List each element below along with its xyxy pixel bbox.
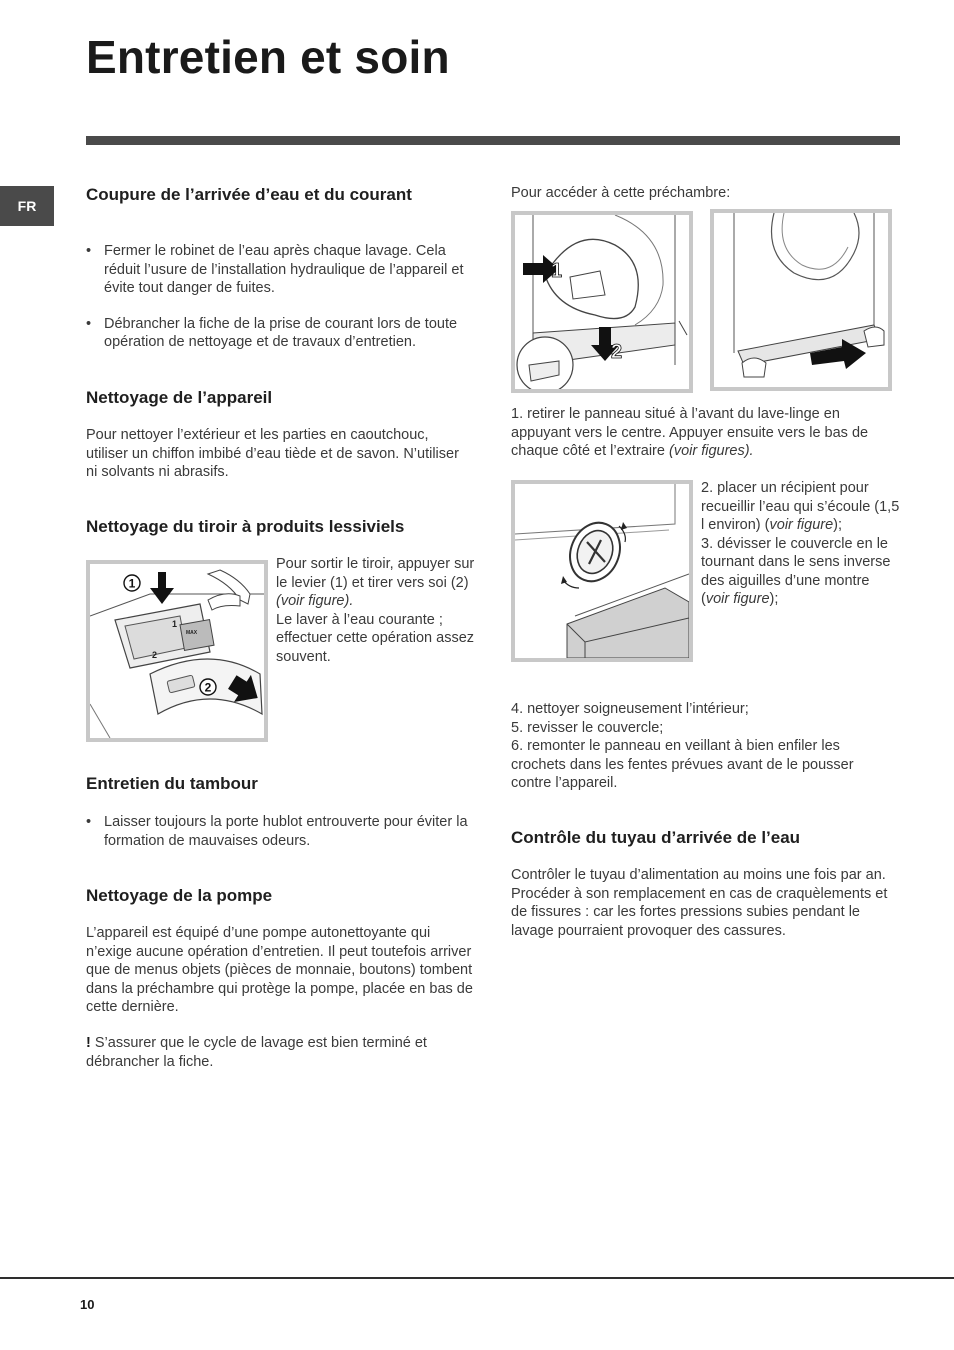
bullet-unplug: • Débrancher la fiche de la prise de courant lors de toute opération de nettoyage et de travaux d’entretien. <box>86 315 476 352</box>
warning-text: S’assurer que le cycle de lavage est bien terminé et débrancher la fiche. <box>86 1035 427 1070</box>
step-5: 5. revisser le couvercle; <box>511 719 664 736</box>
pump-cleaning-text: L’appareil est équipé d’une pompe autonettoyante qui n’exige aucune opération d’entretien. Il peut toutefois arriver que de menus objets (pièces de monnaie, boutons) tombent dans la préchambre qui protège la pompe, placée en bas de cette dernière. <box>86 925 473 1015</box>
figure-unscrew-cover <box>511 480 693 662</box>
drawer-text-ref: (voir figure). <box>276 593 354 609</box>
page-title: Entretien et soin <box>86 31 450 83</box>
drawer-illustration <box>90 564 264 738</box>
appliance-cleaning-text: Pour nettoyer l’extérieur et les parties en caoutchouc, utiliser un chiffon imbibé d’eau tiède et de savon. N’utiliser ni solvants ni abrasifs. <box>86 427 459 480</box>
drawer-text-main: Pour sortir le tiroir, appuyer sur le levier (1) et tirer vers soi (2) <box>276 556 475 591</box>
step-3-ref: voir figure <box>705 591 770 607</box>
step-1-ref: (voir figures). <box>668 443 754 459</box>
drawer-max-mark: MAX <box>186 630 198 636</box>
step-4: 4. nettoyer soigneusement l’intérieur; <box>511 701 749 717</box>
step-6: 6. remonter le panneau en veillant à bien enfiler les crochets dans les fentes prévues avant de le pousser contre l’appareil. <box>511 738 854 791</box>
step-2-ref: voir figure <box>769 517 834 533</box>
drawer-label-circle-2: 2 <box>204 680 212 695</box>
step-3-main: 3. dévisser le couvercle en le tournant dans le sens inverse des aiguilles d’une montre ( <box>701 535 891 607</box>
page-number: 10 <box>80 1297 95 1312</box>
panel-illustration-2 <box>714 213 888 387</box>
figure-remove-panel-1 <box>511 211 693 393</box>
drawer-compartment-1: 1 <box>172 619 178 629</box>
cover-illustration <box>515 484 689 658</box>
heading-water-power-cutoff: Coupure de l’arrivée d’eau et du courant <box>86 185 412 204</box>
figure-remove-panel-2 <box>710 209 892 391</box>
panel-step-1-label: 1 <box>551 260 563 282</box>
bullet-leave-door-open: • Laisser toujours la porte hublot entrouverte pour éviter la formation de mauvaises odeurs. <box>86 813 478 850</box>
heading-drawer-cleaning: Nettoyage du tiroir à produits lessiviels <box>86 517 405 536</box>
step-3-end: ); <box>769 591 779 607</box>
drawer-text-wash: Le laver à l’eau courante ; effectuer cette opération assez souvent. <box>276 611 475 665</box>
steps-2-3-text <box>701 479 901 609</box>
figure-detergent-drawer <box>86 560 268 742</box>
heading-appliance-cleaning: Nettoyage de l’appareil <box>86 388 273 407</box>
step-1-text <box>511 405 897 461</box>
water-power-bullets <box>86 242 476 352</box>
inlet-hose-text: Contrôler le tuyau d’alimentation au moins une fois par an. Procéder à son remplacement en cas de craquèlements et de fissures : car les fortes pressions subies pendant le lavage pourraient provoquer des cassures. <box>511 867 888 939</box>
footer-divider <box>0 1277 954 1279</box>
step-2-end: ); <box>833 517 843 533</box>
heading-pump-cleaning: Nettoyage de la pompe <box>86 886 273 905</box>
title-divider <box>86 136 900 145</box>
drum-care-bullets <box>86 813 478 850</box>
step-1-main: 1. retirer le panneau situé à l’avant du lave-linge en appuyant vers le centre. Appuyer ensuite vers le bas de chaque côté et l’extraire <box>511 406 869 459</box>
warning-mark: ! <box>86 1035 91 1051</box>
heading-drum-care: Entretien du tambour <box>86 774 258 793</box>
heading-inlet-hose-check: Contrôle du tuyau d’arrivée de l’eau <box>511 828 801 847</box>
panel-illustration-1 <box>515 215 689 389</box>
step-2-main: 2. placer un récipient pour recueillir l’eau qui s’écoule (1,5 l environ) ( <box>701 480 900 533</box>
panel-step-2-label: 2 <box>611 341 623 363</box>
bullet-close-tap: • Fermer le robinet de l’eau après chaque lavage. Cela réduit l’usure de l’installation hydraulique de l’appareil et évite tout danger de fuites. <box>86 242 476 298</box>
drawer-label-circle-1: 1 <box>128 576 136 591</box>
drawer-cleaning-text <box>276 555 476 666</box>
drawer-compartment-2: 2 <box>152 650 158 660</box>
pump-warning <box>86 1034 466 1071</box>
prechamber-intro: Pour accéder à cette préchambre: <box>511 185 731 201</box>
steps-4-6-text <box>511 700 897 793</box>
language-tab: FR <box>0 186 54 226</box>
